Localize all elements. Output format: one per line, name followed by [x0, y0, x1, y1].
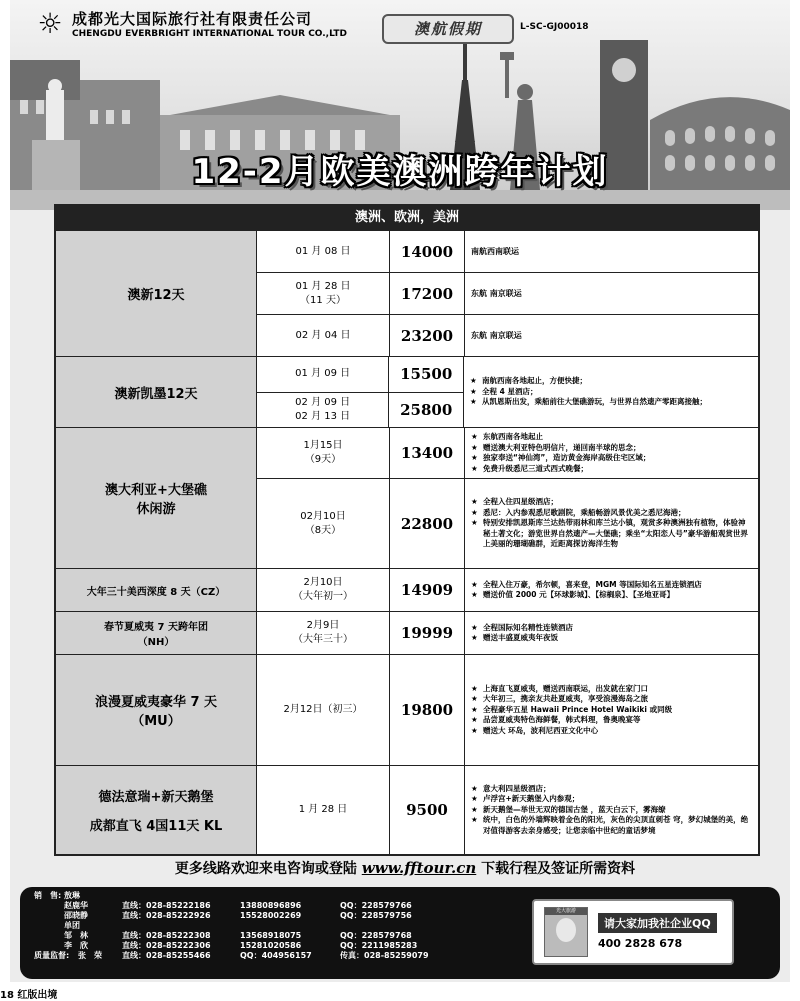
note-item: ★ 大年初三，携亲友共赴夏威夷，享受浪漫海岛之旅 — [471, 694, 752, 705]
table-row — [56, 230, 758, 356]
route-name: 澳大利亚+大堡礁 休闲游 — [56, 428, 257, 568]
holiday-label: （大年初一） — [293, 591, 353, 602]
airline-note: 南航西南联运 — [471, 247, 519, 256]
holiday-label: （大年三十） — [293, 634, 353, 645]
trip-duration: （9天） — [304, 454, 342, 465]
company-logo-icon: ☼ — [37, 7, 63, 40]
price: 19999 — [390, 612, 465, 654]
tour-price-table — [54, 204, 760, 856]
note-item: ★ 意大利四星级酒店； — [471, 784, 752, 795]
tour-notes — [465, 569, 758, 611]
note-item: ★ 全程豪华五星 Hawaii Prince Hotel Waikiki 或同级 — [471, 705, 752, 716]
route-name: 德法意瑞+新天鹅堡 成都直飞 4国11天 KL — [56, 766, 257, 854]
table-heading: 澳洲、欧洲，美洲 — [56, 206, 758, 230]
departure-row — [257, 392, 463, 428]
poster-page — [10, 0, 790, 982]
departure-row — [257, 357, 463, 392]
note-item: ★ 统中，白色的外墙辉映着金色的阳光，灰色的尖顶直刺苍 穹，梦幻城堡的美，绝对值得游客去亲身感受；让您亲临中世纪的童话梦境 — [471, 815, 752, 836]
departure-date: 2月10日 — [303, 577, 343, 588]
cta-text: 更多线路欢迎来电咨询或登陆 — [174, 861, 357, 877]
note-item: ★ 新天鹅堡—举世无双的德国古堡 ，蓝天白云下，雾海缭 — [471, 805, 752, 816]
price: 19800 — [390, 655, 465, 765]
call-to-action — [54, 858, 756, 878]
price: 13400 — [390, 428, 465, 478]
trip-duration: （8天） — [304, 524, 342, 536]
departure-date: 01 月 08 日 — [295, 245, 351, 257]
note-item: ★ 赠送丰盛夏威夷年夜饭 — [471, 633, 752, 644]
price: 22800 — [390, 479, 465, 568]
license-number: L-SC-GJ00018 — [520, 22, 589, 32]
departure-date: 02 月 13 日 — [295, 410, 351, 422]
avatar — [544, 907, 588, 957]
price: 9500 — [390, 766, 465, 854]
table-row — [56, 568, 758, 611]
note-item: ★ 全程入住四星级酒店； — [471, 497, 752, 508]
note-item: ★ 卢浮宫+新天鹅堡入内参观； — [471, 794, 752, 805]
note-item: ★ 独家奉送“神仙湾”，造访黄金海岸高级住宅区域； — [471, 453, 752, 464]
price: 23200 — [390, 315, 465, 356]
page-footer: 18 红版出境 — [0, 990, 58, 1001]
table-row — [56, 611, 758, 654]
contact-list — [34, 891, 490, 961]
company-name-en: CHENGDU EVERBRIGHT INTERNATIONAL TOUR CO.,LTD — [72, 29, 347, 39]
note-item: ★ 赠送澳大利亚特色明信片，递回南半球的思念； — [471, 443, 752, 454]
route-name: 澳新凯墨12天 — [56, 357, 257, 427]
price: 17200 — [390, 273, 465, 314]
departure-date: 02月10日 — [300, 510, 346, 522]
tour-notes — [464, 357, 758, 427]
departure-date: 01 月 28 日 — [295, 280, 351, 292]
note-item: ★ 全程 4 星酒店； — [470, 387, 752, 398]
trip-duration: （11 天） — [300, 294, 346, 306]
note-item: ★ 全程入住万豪，希尔顿，喜来登，MGM 等国际知名五星连锁酒店 — [471, 580, 752, 591]
departure-date: 1月15日 — [303, 440, 343, 451]
brand-logo: 澳航假期 — [382, 14, 514, 44]
note-item: ★ 赠送大 环岛，波利尼西亚文化中心 — [471, 726, 752, 737]
route-name: 大年三十美西深度 8 天（CZ） — [56, 569, 257, 611]
note-item: ★ 从凯恩斯出发，乘船前往大堡礁游玩，与世界自然遗产零距离接触； — [470, 397, 752, 408]
departure-row — [257, 231, 758, 272]
list-item: 单团 — [64, 921, 80, 930]
list-item: 质量监督: 张 荣 直线：028-85255466 QQ：404956157 传真：028-85259079 — [34, 951, 429, 960]
note-item: ★ 品尝夏威夷特色海鲜餐，韩式料理，鲁奥晚宴等 — [471, 715, 752, 726]
departure-cell — [257, 612, 390, 654]
table-row — [56, 765, 758, 854]
departure-date: 2月9日 — [306, 620, 340, 631]
note-item: ★ 特别安排凯恩斯库兰达热带雨林和库兰达小镇，观赏多种澳洲独有植物，体验神秘土著文化；游览世界自然遗产—大堡礁；乘坐“太阳恋人号”豪华游船观赏世界上美丽的珊瑚礁群，近距离探访海洋生物 — [471, 518, 752, 550]
note-item: ★ 东航西南各地起止 — [471, 432, 752, 443]
list-item: 李 欣 直线：028-85222306 15281020586 QQ：2211985283 — [64, 941, 418, 950]
departure-cell — [257, 655, 390, 765]
departure-row — [257, 314, 758, 356]
departure-date: 1 月 28 日 — [298, 804, 348, 815]
departure-cell — [257, 569, 390, 611]
list-item: 邹 林 直线：028-85222308 13568918075 QQ：228579768 — [64, 931, 412, 940]
qq-title: 请大家加我社企业QQ — [598, 913, 717, 933]
list-item: 赵鹿华 直线：028-85222186 13880896896 QQ：228579766 — [64, 901, 412, 910]
note-item: ★ 赠送价值 2000 元【环球影城】、【棕榈泉】、【圣地亚哥】 — [471, 590, 752, 601]
note-item: ★ 南航西南各地起止，方便快捷； — [470, 376, 752, 387]
airline-note: 东航 南京联运 — [471, 289, 522, 298]
departure-date: 02 月 09 日 — [295, 396, 351, 408]
header-banner — [10, 0, 790, 210]
airline-note: 东航 南京联运 — [471, 331, 522, 340]
contact-footer — [20, 887, 780, 979]
note-item: ★ 悉尼：入内参观悉尼歌剧院，乘船畅游风景优美之悉尼海港； — [471, 508, 752, 519]
tour-notes — [465, 655, 758, 765]
note-item: ★ 免费升级悉尼三道式西式晚餐； — [471, 464, 752, 475]
price: 25800 — [400, 400, 453, 419]
table-row — [56, 654, 758, 765]
list-item: 邵晓静 直线：028-85222926 15528002269 QQ：228579756 — [64, 911, 412, 920]
route-name: 澳新12天 — [56, 231, 257, 356]
departure-row — [257, 478, 758, 568]
tour-notes — [465, 766, 758, 854]
price: 14909 — [390, 569, 465, 611]
departure-date: 02 月 04 日 — [295, 329, 351, 341]
cta-text-2: 下载行程及签证所需资料 — [481, 861, 636, 877]
route-name: 春节夏威夷 7 天跨年团 （NH） — [56, 612, 257, 654]
departure-cell — [257, 766, 390, 854]
note-item: ★ 上海直飞夏威夷，赠送西南联运，出发就在家门口 — [471, 684, 752, 695]
company-name-cn: 成都光大国际旅行社有限责任公司 — [72, 10, 313, 28]
price: 14000 — [390, 231, 465, 272]
route-name: 浪漫夏威夷豪华 7 天 （MU） — [56, 655, 257, 765]
departure-date: 2月12日（初三） — [283, 704, 363, 715]
note-item: ★ 全程国际知名精性连锁酒店 — [471, 623, 752, 634]
website-link[interactable]: www.fftour.cn — [361, 859, 477, 877]
departure-row — [257, 272, 758, 314]
qq-number: 400 2828 678 — [598, 937, 683, 950]
avatar-caption: 光大旅游 — [545, 908, 587, 915]
departure-date: 01 月 09 日 — [295, 368, 351, 380]
tour-notes — [465, 479, 758, 568]
price: 15500 — [400, 365, 453, 384]
list-item: 销 售: 敖琳 — [34, 891, 80, 900]
banner-title: 12-2月欧美澳洲跨年计划 — [191, 152, 609, 192]
table-row — [56, 427, 758, 568]
table-row — [56, 356, 758, 427]
tour-notes — [465, 612, 758, 654]
qq-promo-box[interactable] — [532, 899, 734, 965]
departure-row — [257, 428, 758, 478]
tour-notes — [465, 428, 758, 478]
